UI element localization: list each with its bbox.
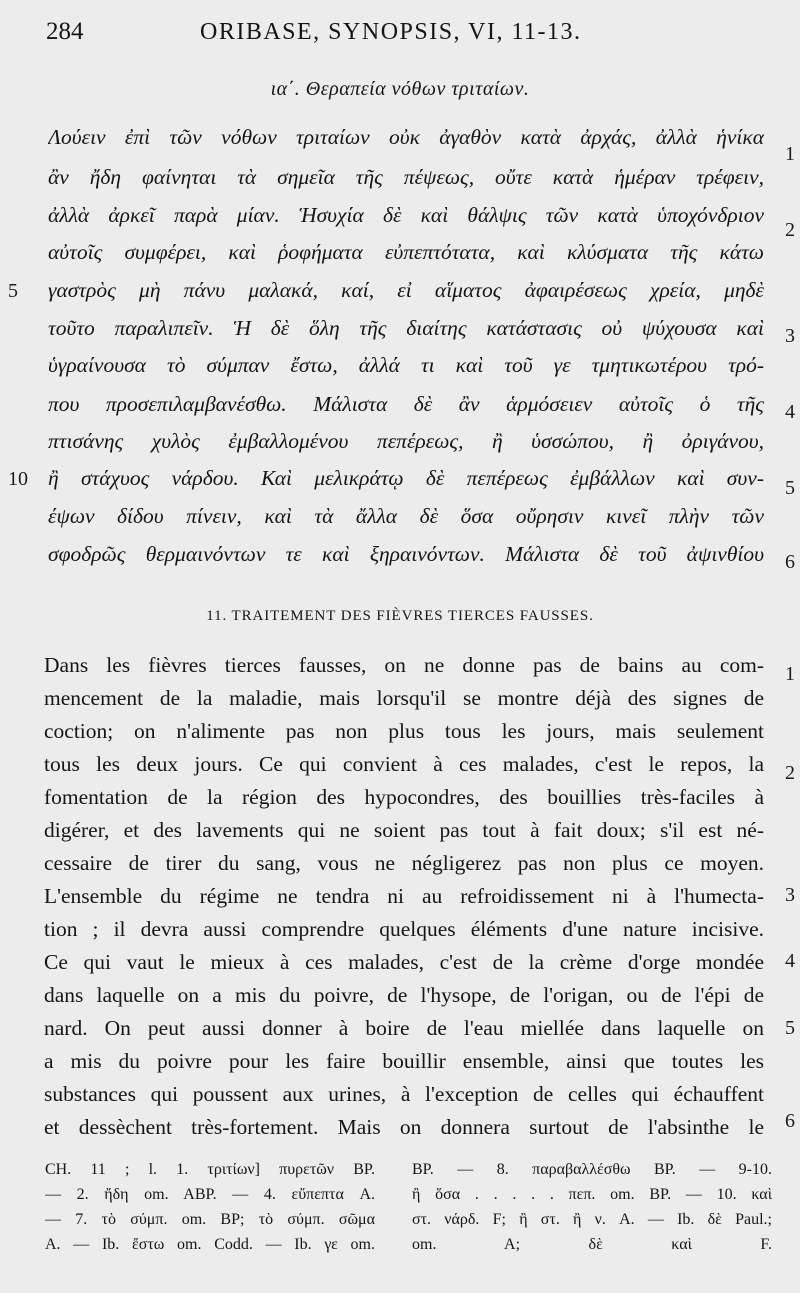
section-marker: 4 <box>785 950 795 972</box>
section-marker: 2 <box>785 762 795 784</box>
note-line: om. A; δὲ καὶ F. <box>412 1236 772 1253</box>
line-number-marker: 5 <box>8 280 18 302</box>
note-line: BP. — 8. παραβαλλέσθω BP. — 9-10. <box>412 1161 772 1178</box>
notes-right-column <box>412 1157 772 1257</box>
section-marker: 4 <box>785 401 795 423</box>
greek-line: έψων δίδου πίνειν, καὶ τὰ ἄλλα δὲ ὅσα οὔρησιν κινεῖ πλὴν τῶν <box>48 504 764 528</box>
french-line: fomentation de la région des hypocondres, des bouillies très-faciles à <box>44 785 764 809</box>
note-line: στ. νάρδ. F; ἢ στ. ἢ ν. A. — Ib. δὲ Paul.; <box>412 1211 772 1228</box>
greek-line: ἀλλὰ ἀρκεῖ παρὰ μίαν. Ἡσυχία δὲ καὶ θάλψις τῶν κατὰ ὑποχόνδριον <box>48 203 764 227</box>
greek-line: ὑγραίνουσα τὸ σύμπαν ἔστω, ἀλλά τι καὶ τοῦ γε τμητικωτέρου τρό- <box>48 353 764 377</box>
greek-line: ἢ στάχυος νάρδου. Καὶ μελικράτῳ δὲ πεπέρεως ἐμβάλλων καὶ συν- <box>48 466 764 490</box>
page-number: 284 <box>46 18 84 45</box>
page-header <box>0 12 800 52</box>
note-line: — 7. τὸ σύμπ. om. BP; τὸ σύμπ. σῶμα <box>45 1211 375 1228</box>
french-line: L'ensemble du régime ne tendra ni au refroidissement ni à l'humecta- <box>44 884 764 908</box>
section-marker: 3 <box>785 884 795 906</box>
greek-line: που προσεπιλαμβανέσθω. Μάλιστα δὲ ἂν ἁρμόσειεν αὐτοῖς ὁ τῆς <box>48 392 764 416</box>
french-line: dans laquelle on a mis du poivre, de l'hysope, de l'origan, ou de l'épi de <box>44 983 764 1007</box>
french-line: Ce qui vaut le mieux à ces malades, c'est de la crème d'orge mondée <box>44 950 764 974</box>
section-marker: 5 <box>785 1017 795 1039</box>
greek-line: πτισάνης χυλὸς ἐμβαλλομένου πεπέρεως, ἢ ὑσσώπου, ἢ ὀριγάνου, <box>48 429 764 453</box>
french-line: nard. On peut aussi donner à boire de l'eau miellée dans laquelle on <box>44 1016 764 1040</box>
section-marker: 3 <box>785 325 795 347</box>
section-marker: 2 <box>785 219 795 241</box>
greek-section-title: ια΄. Θεραπεία νόθων τριταίων. <box>270 78 530 100</box>
line-number-marker: 10 <box>8 468 28 490</box>
note-line: A. — Ib. ἔστω om. Codd. — Ib. γε om. <box>45 1236 375 1253</box>
section-marker: 6 <box>785 1110 795 1132</box>
french-line: mencement de la maladie, mais lorsqu'il se montre déjà des signes de <box>44 686 764 710</box>
note-line: — 2. ἤδη om. ABP. — 4. εὔπεπτα A. <box>45 1186 375 1203</box>
french-line: Dans les fièvres tierces fausses, on ne donne pas de bains au com- <box>44 653 764 677</box>
greek-line: αὐτοῖς συμφέρει, καὶ ῥοφήματα εὐπεπτότατα, καὶ κλύσματα τῆς κάτω <box>48 240 764 264</box>
section-marker: 6 <box>785 551 795 573</box>
french-section-title: 11. TRAITEMENT DES FIÈVRES TIERCES FAUSSES. <box>206 608 594 624</box>
french-line: et dessèchent très-fortement. Mais on donnera surtout de l'absinthe le <box>44 1115 764 1139</box>
greek-line: ἂν ἤδη φαίνηται τὰ σημεῖα τῆς πέψεως, οὔτε κατὰ ἡμέραν τρέφειν, <box>48 165 764 189</box>
french-line: tion ; il devra aussi comprendre quelques éléments d'une nature incisive. <box>44 917 764 941</box>
notes-left-column <box>45 1157 375 1257</box>
section-marker: 5 <box>785 477 795 499</box>
french-line: cessaire de tirer du sang, vous ne négligerez pas non plus ce moyen. <box>44 851 764 875</box>
greek-line: Λούειν ἐπὶ τῶν νόθων τριταίων οὐκ ἀγαθὸν κατὰ ἀρχάς, ἀλλὰ ἡνίκα <box>48 125 764 149</box>
note-line: CH. 11 ; l. 1. τριτίων] πυρετῶν BP. <box>45 1161 375 1178</box>
french-line: substances qui poussent aux urines, à l'exception de celles qui échauffent <box>44 1082 764 1106</box>
french-line: digérer, et des lavements qui ne soient pas tout à fait doux; s'il est né- <box>44 818 764 842</box>
note-line: ἢ ὅσα . . . . . πεπ. om. BP. — 10. καὶ <box>412 1186 772 1203</box>
french-line: coction; on n'alimente pas non plus tous les jours, mais seulement <box>44 719 764 743</box>
section-marker: 1 <box>785 143 795 165</box>
greek-line: γαστρὸς μὴ πάνυ μαλακά, καί, εἰ αἵματος ἀφαιρέσεως χρεία, μηδὲ <box>48 278 764 302</box>
running-title: ORIBASE, SYNOPSIS, VI, 11-13. <box>200 19 582 45</box>
greek-line: σφοδρῶς θερμαινόντων τε καὶ ξηραινόντων. Μάλιστα δὲ τοῦ ἀψινθίου <box>48 542 764 566</box>
greek-line: τοῦτο παραλιπεῖν. Ἡ δὲ ὅλη τῆς διαίτης κατάστασις οὐ ψύχουσα καὶ <box>48 316 764 340</box>
french-line: a mis du poivre pour les faire bouillir ensemble, ainsi que toutes les <box>44 1049 764 1073</box>
section-marker: 1 <box>785 663 795 685</box>
french-line: tous les deux jours. Ce qui convient à ces malades, c'est le repos, la <box>44 752 764 776</box>
